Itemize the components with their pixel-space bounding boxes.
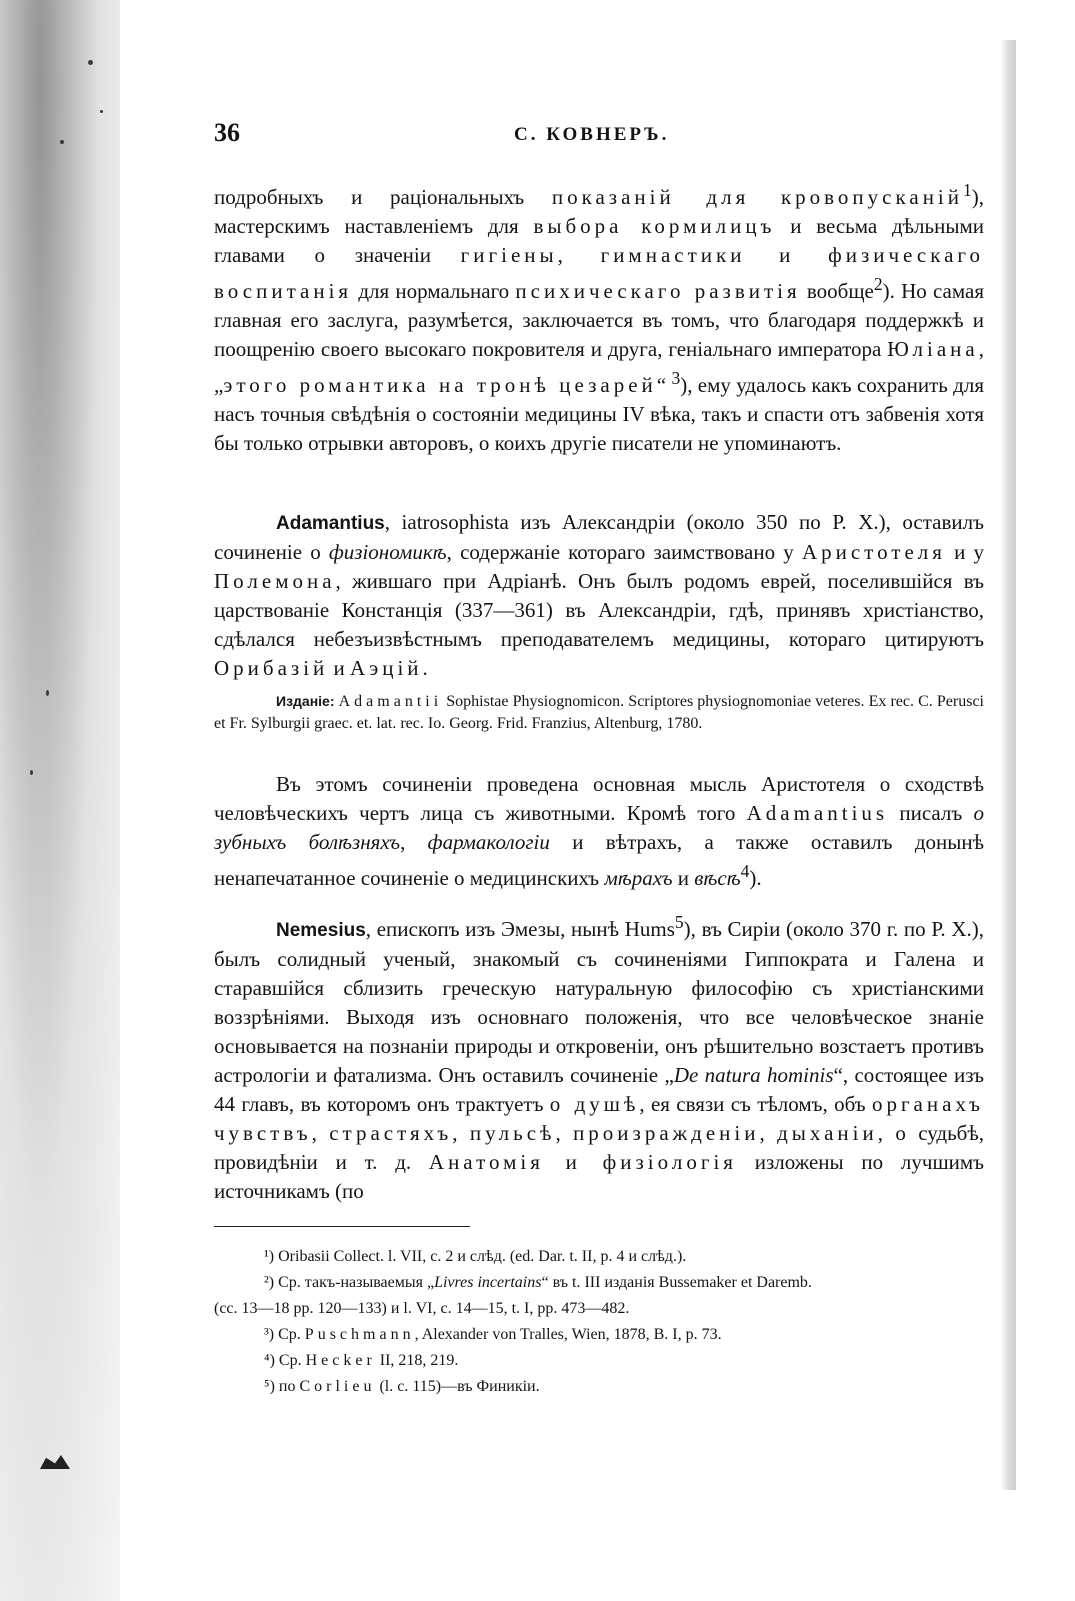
footnote-5: ⁵) по Corlieu (l. c. 115)—въ Финикіи.: [264, 1378, 540, 1395]
edition-note: Изданіе: Adamantii Sophistae Physiognomicon. Scriptores physiognomoniae veteres. Ex rec. C. Perusci et Fr. Sylburgii graec. et. lat. rec. Io. Georg. Frid. Franzius, Altenburg, 1780.: [214, 693, 985, 732]
footnote-4: ⁴) Ср. Hecker II, 218, 219.: [264, 1352, 459, 1369]
paragraph-nemesius: Nemesius, епископъ изъ Эмезы, нынѣ Hums$^5$), въ Сиріи (около 370 г. по Р. Х.), былъ солидный ученый, знакомый съ сочиненіями Гиппократа и Галена и старавшійся сблизить греческую натуральную философію съ христіанскими воззрѣніями. Выходя изъ основнаго положенія, что все человѣческое знаніе основывается на познаніи природы и откровеніи, онъ рѣшительно возстаетъ противъ астрологіи и фатализма. Онъ оставилъ сочиненіе „De natura hominis“, состоящее изъ 44 главъ, въ которомъ онъ трактуетъ о душѣ, ея связи съ тѣломъ, объ органахъ чувствъ, страстяхъ, пульсѣ, произраждeніи, дыханіи, о судьбѣ, провидѣніи и т. д. Анатомія и физіологія изложены по лучшимъ источникамъ (по: [214, 912, 985, 1203]
footnote-2-continued: (cc. 13—18 pp. 120—133) и l. VI, c. 14—15, t. I, pp. 473—482.: [214, 1300, 630, 1317]
running-title: С. КОВНЕРЪ.: [514, 124, 670, 145]
scan-shadow-left: [0, 0, 120, 1601]
scan-speck: [60, 140, 64, 144]
scan-speck: [100, 110, 103, 113]
scan-speck: [88, 60, 93, 65]
footnote-3: ³) Ср. Puschmann, Alexander von Tralles, Wien, 1878, B. I, p. 73.: [264, 1326, 722, 1343]
footnote-divider: [214, 1226, 470, 1227]
page-number: 36: [214, 118, 240, 147]
scan-speck: [30, 770, 33, 775]
footnotes: [214, 1244, 984, 1400]
footnote-2: ²) Ср. такъ-называемыя „Livres incertains“ въ t. III изданія Bussemaker et Daremb.: [264, 1274, 812, 1291]
scan-speck: [46, 690, 49, 696]
footnote-1: ¹) Oribasii Collect. l. VII, c. 2 и слѣд. (ed. Dar. t. II, p. 4 и слѣд.).: [264, 1248, 687, 1265]
scan-shadow-right: [1000, 40, 1016, 1490]
running-head: [214, 118, 984, 154]
entry-heading: Adamantius: [276, 513, 385, 534]
paragraph-3: Въ этомъ сочиненіи проведена основная мысль Аристотеля о сходствѣ человѣческихъ чертъ лица съ животными. Кромѣ того Adamantius писалъ о зубныхъ болѣзняхъ, фармакологіи и вѣтрахъ, а также оставилъ донынѣ ненапечатанное сочиненіе о медицинскихъ мѣрахъ и вѣсѣ$^4$).: [214, 772, 985, 890]
paragraph-adamantius: Adamantius, iatrosophista изъ Александріи (около 350 по Р. Х.), оставилъ сочиненіе о физіономикѣ, содержаніе котораго заимствовано у Аристотеля и у Полемона, жившаго при Адріанѣ. Онъ былъ родомъ еврей, поселившійся въ царствованіе Констанція (337—361) въ Александріи, гдѣ, принявъ христіанство, сдѣлался небезъизвѣстнымъ преподавателемъ медицины, котораго цитируютъ Орибазій и Аэцій.: [214, 510, 984, 680]
entry-heading: Nemesius: [276, 920, 366, 941]
edition-label: Изданіе:: [276, 693, 335, 709]
paragraph-1: подробныхъ и раціональныхъ показаній для кровопусканій$^1$), мастерскимъ наставленіемъ для выбора кормилицъ и весьма дѣльными главами о значеніи гигіены, гимнастики и физическаго воспитанія для нормальнаго психическаго развитія вообще$^2$). Но самая главная его заслуга, разумѣется, заключается въ томъ, что благодаря поддержкѣ и поощренію своего высокаго покровителя и друга, геніальнаго императора Юліана, „этого романтика на тронѣ цезарей“ $^3$), ему удалось какъ сохранить для насъ точныя свѣдѣнія о состояніи медицины IV вѣка, такъ и спасти отъ забвенія хотя бы только отрывки авторовъ, о коихъ другіе писатели не упоминаютъ.: [214, 180, 985, 455]
